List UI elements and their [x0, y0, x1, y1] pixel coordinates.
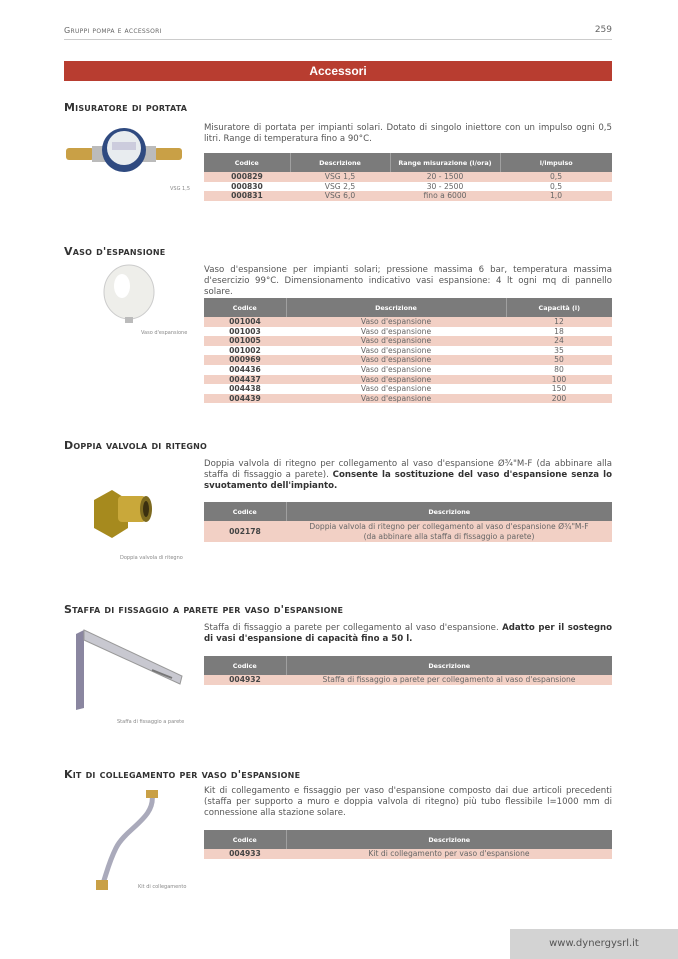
product-code: 001004 [204, 317, 286, 327]
table-row [204, 336, 612, 346]
table-cell: Doppia valvola di ritegno per collegamento al vaso d'espansione Ø¾"M-F (da abbinare alla staffa di fissaggio a parete) [286, 521, 612, 542]
image-caption: Staffa di fissaggio a parete [117, 719, 185, 725]
table-cell: 50 [506, 355, 612, 365]
image-caption: VSG 1,5 [170, 186, 191, 192]
page-number: 259 [594, 25, 612, 35]
product-table [204, 298, 612, 403]
table-cell: 80 [554, 364, 564, 374]
column-header: Descrizione [290, 153, 390, 172]
table-cell: 30 - 2500 [426, 181, 464, 191]
section-title-kit: Kit di collegamento per vaso d'espansione [64, 768, 301, 781]
section-title-vaso: Vaso d'espansione [64, 245, 166, 258]
column-header: Capacità (l) [506, 298, 612, 317]
product-table [204, 656, 612, 685]
column-header: l/impulso [500, 153, 612, 172]
table-cell: Vaso d'espansione [286, 375, 506, 385]
table-cell: 1,0 [500, 191, 612, 201]
product-code: 002178 [204, 521, 286, 542]
section-banner: Accessori [64, 61, 612, 81]
product-code: 004932 [204, 675, 286, 685]
table-cell: 100 [506, 375, 612, 385]
table-cell: Vaso d'espansione [286, 355, 506, 365]
section-description: Doppia valvola di ritegno per collegamento al vaso d'espansione Ø¾"M-F (da abbinare alla staffa di fissaggio a parete). Consente la sostituzione del vaso d'espansione senza lo svuotamento dell'impianto. [204, 459, 613, 491]
table-row [204, 346, 612, 356]
table-cell: 24 [506, 336, 612, 346]
table-row [204, 327, 612, 337]
table-row [204, 365, 612, 375]
section-description: Misuratore di portata per impianti solari. Dotato di singolo iniettore con un impulso ogni 0,5 litri. Range di temperatura fino a 90°C. [204, 123, 612, 144]
table-row [204, 675, 612, 685]
check-valve-image [88, 478, 158, 548]
running-header: Gruppi pompa e accessori [64, 26, 162, 35]
column-header: Codice [204, 830, 286, 849]
table-cell: Vaso d'espansione [360, 364, 432, 374]
table-cell: Vaso d'espansione [286, 336, 506, 346]
product-code: 001003 [229, 326, 261, 336]
table-header-row [204, 830, 612, 849]
table-cell: 18 [554, 326, 564, 336]
table-header-row [204, 153, 612, 172]
table-cell: 12 [506, 317, 612, 327]
table-cell: Vaso d'espansione [286, 317, 506, 327]
table-cell: VSG 2,5 [324, 181, 356, 191]
expansion-vessel-image [100, 262, 158, 324]
section-title-doppia-valvola: Doppia valvola di ritegno [64, 439, 208, 452]
table-row [204, 182, 612, 192]
column-header: Codice [204, 656, 286, 675]
image-caption: Doppia valvola di ritegno [120, 555, 183, 561]
table-cell: Vaso d'espansione [360, 384, 432, 394]
product-code: 004436 [229, 364, 261, 374]
column-header: Codice [204, 298, 286, 317]
table-header-row [204, 298, 612, 317]
table-cell: 35 [554, 345, 564, 355]
table-cell: VSG 6,0 [290, 191, 390, 201]
column-header: Range misurazione (l/ora) [390, 153, 500, 172]
column-header: Codice [204, 502, 286, 521]
table-cell: Vaso d'espansione [360, 345, 432, 355]
table-cell: 20 - 1500 [390, 172, 500, 182]
column-header: Descrizione [286, 830, 612, 849]
product-code: 000969 [204, 355, 286, 365]
table-header-row [204, 656, 612, 675]
product-code: 004439 [204, 394, 286, 404]
product-table [204, 502, 612, 542]
column-header: Codice [204, 153, 290, 172]
wall-bracket-image [72, 626, 184, 712]
table-header-row [204, 502, 612, 521]
column-header: Descrizione [286, 298, 506, 317]
table-row [204, 191, 612, 201]
table-row [204, 849, 612, 859]
flow-meter-image [64, 122, 184, 178]
product-code: 001002 [229, 345, 261, 355]
table-cell: Kit di collegamento per vaso d'espansione [286, 849, 612, 859]
table-row [204, 521, 612, 542]
section-title-staffa: Staffa di fissaggio a parete per vaso d'espansione [64, 603, 344, 616]
image-caption: Vaso d'espansione [141, 330, 188, 336]
table-cell: VSG 1,5 [290, 172, 390, 182]
product-code: 000831 [204, 191, 290, 201]
table-row [204, 317, 612, 327]
product-code: 004933 [204, 849, 286, 859]
column-header: Descrizione [286, 656, 612, 675]
product-table [204, 830, 612, 859]
section-description: Staffa di fissaggio a parete per collegamento al vaso d'espansione. Adatto per il sostegno di vasi d'espansione di capacità fino a 50 l. [204, 623, 612, 644]
product-code: 001005 [204, 336, 286, 346]
product-table [204, 153, 612, 201]
table-cell: fino a 6000 [390, 191, 500, 201]
product-code: 004438 [229, 384, 261, 394]
table-cell: 150 [551, 384, 567, 394]
image-caption: Kit di collegamento [138, 884, 187, 890]
product-code: 004437 [204, 375, 286, 385]
column-header: Descrizione [286, 502, 612, 521]
table-row [204, 375, 612, 385]
section-description: Vaso d'espansione per impianti solari; pressione massima 6 bar, temperatura massima d'esercizio 99°C. Dimensionamento indicativo vasi espansione: 4 lt ogni mq di pannello solare. [204, 265, 612, 297]
website-footer[interactable]: www.dynergysrl.it [510, 929, 678, 959]
table-cell: 0,5 [549, 181, 563, 191]
table-row [204, 384, 612, 394]
table-row [204, 172, 612, 182]
table-cell: 0,5 [500, 172, 612, 182]
product-code: 000829 [204, 172, 290, 182]
table-row [204, 394, 612, 404]
header-divider [64, 39, 612, 40]
table-cell: Vaso d'espansione [360, 326, 432, 336]
table-cell: Staffa di fissaggio a parete per collegamento al vaso d'espansione [286, 675, 612, 685]
table-row [204, 355, 612, 365]
table-cell: 200 [506, 394, 612, 404]
connection-kit-image [86, 788, 166, 894]
section-description: Kit di collegamento e fissaggio per vaso d'espansione composto dai due articoli precedenti (staffa per supporto a muro e doppia valvola di ritegno) più tubo flessibile l=1000 mm di connessione alla stazione solare. [204, 786, 612, 818]
section-title-misuratore: Misuratore di portata [64, 101, 188, 114]
table-cell: Vaso d'espansione [286, 394, 506, 404]
product-code: 000830 [231, 181, 263, 191]
